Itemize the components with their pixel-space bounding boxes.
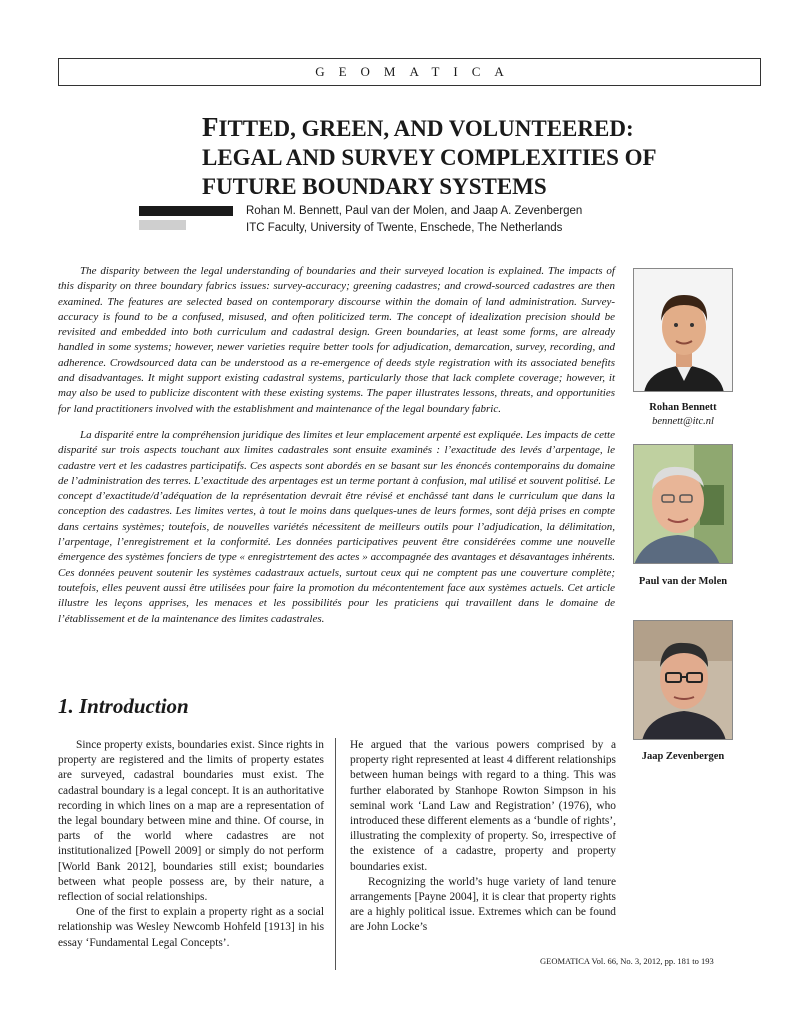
author-caption-van-der-molen [620,575,746,589]
author-name: Paul van der Molen [638,576,728,587]
author-name: Rohan Bennett [649,402,717,413]
author-email: bennett@itc.nl [652,416,714,427]
journal-name: GEOMATICA [315,64,518,79]
section-heading: 1. Introduction [58,694,189,718]
author-name: Jaap Zevenbergen [641,751,725,762]
author-photo-zevenbergen [633,620,733,740]
body-paragraph: Since property exists, boundaries exist. Since rights in property are registered and the limits of property estates are surveyed, cadastral boundaries must exist. The cadastral boundary is a legal concept. It is an authoritative recording in which lines on a map are a representation of the legal boundary between mine and thine. Of course, in parts of the world where cadastres are not institutionalized [Powell 2009] or simply do not perform [World Bank 2012], boundaries still exist; boundaries between what people possess are, by their nature, a reflection of social relationships. [58,739,324,904]
title-line-1: ITTED, GREEN, AND VOLUNTEERED: [218,116,634,141]
body-column-left [58,738,324,951]
author-block [246,203,582,237]
column-divider [335,738,336,970]
title-first-cap: F [202,112,219,142]
affiliation: ITC Faculty, University of Twente, Enschede, The Netherlands [246,222,563,234]
abstract-french: La disparité entre la compréhension juridique des limites et leur emplacement arpenté est expliquée. Les impacts de cette disparité sur trois aspects touchant aux limites cadastrales sont ensuite examinés : l’exactitude des levés d’arpentage, le cadastre vert et les cadastres participatifs. Ces aspects sont abordés en se basant sur les énoncés contemporains du domaine de l’administration des terres. L’exactitude des arpentages est un terme portant à confusion, mal utilisé et souvent politisé. Le concept d’exactitude/d’adéquation de la représentation devrait être révisé et enchâssé tant dans le curriculum que dans la conception des cadastres. Les limites vertes, à tout le moins dans quelques-unes de leurs formes, sont déjà prises en compte dans certains systèmes; toutefois, de nouvelles variétés nécessitent de meilleurs outils pour l’adjudication, la délimitation, l’arpentage, l’enregistrement et la conformité. Les données participatives peuvent être considérées comme une nouvelle émergence des systèmes fonciers de type « enregistrtement des actes » accompagnée des avantages et désavantages inhérents. Ces données peuvent soutenir les systèmes cadastraux actuels, surtout ceux qui ne comptent pas une couverture complète; toutefois, elles peuvent aussi être utilisées pour faire la promotion du mécontentement face aux systèmes actuels. Cet article illustre les leçons apprises, les menaces et les possibilités pour les praticiens qui travaillent dans le domaine de l’établissement et de la maintenance des limites cadastrales. [58,428,615,625]
article-title [202,113,722,201]
abstract-english: The disparity between the legal understanding of boundaries and their surveyed location is explained. The impacts of this disparity on three boundary fabrics issues: survey-accuracy; greening cadastres; and crowd-sourced cadastres are then examined. The features are selected based on contemporary discourse within the domain of land administration. Survey-accuracy is found to be a confused, misused, and often politicized term. The concept of idealization precision should be revisited and embedded into both curriculum and cadastral design. Green boundaries, at least some forms, are already handled in some systems; however, newer varieties require better tools for adjudication, demarcation, survey, recording, and adherence. Crowdsourced data can be understood as a re-emergence of deeds style registration with its associated benefits and disadvantages. It might support existing cadastral systems, particularly those that lack complete coverage; however, it may also be used to publicize discontent with these existing systems. The paper illustrates lessons, threats, and opportunities for land practitioners involved with the establishment and maintenance of the legal boundary fabric. [58,265,615,415]
title-line-3: FUTURE BOUNDARY SYSTEMS [202,174,547,199]
author-photo-van-der-molen [633,444,733,564]
footer-citation: GEOMATICA Vol. 66, No. 3, 2012, pp. 181 to 193 [540,956,714,966]
author-list: Rohan M. Bennett, Paul van der Molen, and Jaap A. Zevenbergen [246,205,583,217]
journal-header [58,58,761,86]
decorative-bar-light [139,220,186,230]
body-paragraph: One of the first to explain a property right as a social relationship was Wesley Newcomb Hohfeld [1913] in his essay ‘Fundamental Legal Concepts’. [58,906,324,949]
body-paragraph: Recognizing the world’s huge variety of land tenure arrangements [Payne 2004], it is clear that property rights are a highly political issue. Extremes which can be found are John Locke’s [350,875,616,934]
abstract [58,264,615,638]
author-caption-zevenbergen [620,750,746,764]
title-line-2: LEGAL AND SURVEY COMPLEXITIES OF [202,145,657,170]
author-photo-bennett [633,268,733,392]
body-paragraph: He argued that the various powers comprised by a property right represented at least 4 different relationships between human beings with regard to a thing. This was further elaborated by Stanhope Rowton Simpson in his seminal work ‘Land Law and Registration’ (1976), who introduced these different elements as a ‘bundle of rights’, illustrating the complexity of property. So, irrespective of the existence of a cadastre, property and property boundaries exist. [350,739,616,873]
decorative-bar-dark [139,206,233,216]
author-caption-bennett [620,401,746,429]
body-column-right [350,738,616,936]
